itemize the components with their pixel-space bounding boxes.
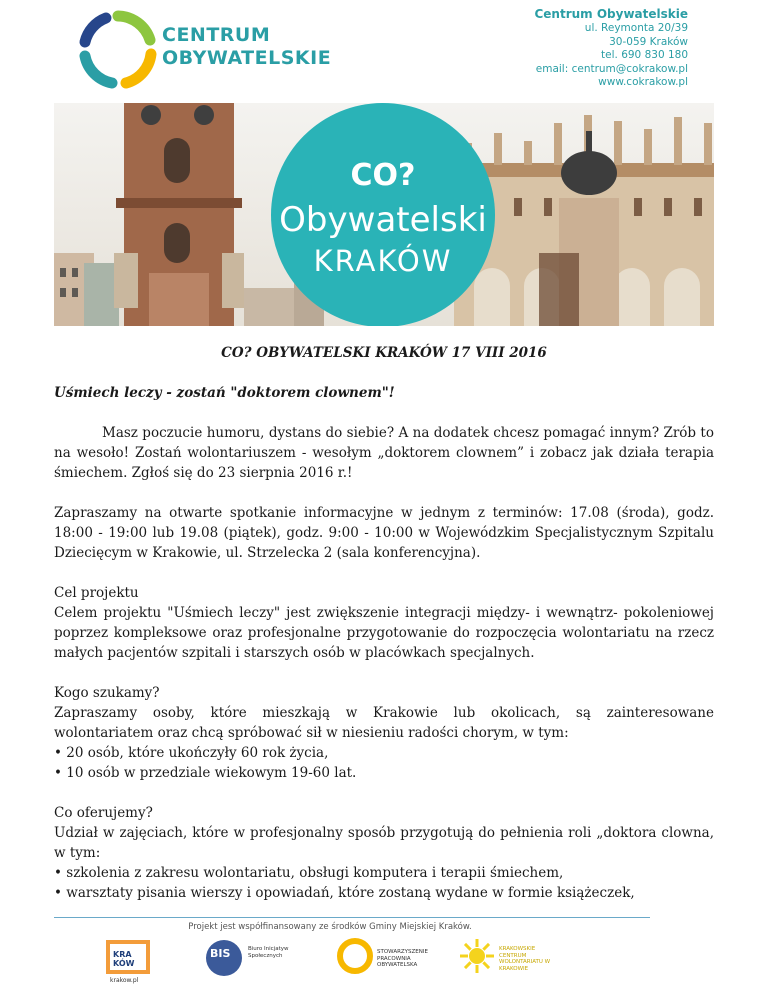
document-subtitle: Uśmiech leczy - zostań "doktorem clownem"! bbox=[54, 385, 395, 401]
seek-text: Zapraszamy osoby, które mieszkają w Krakowie lub okolicach, są zainteresowane wolontariatem oraz chcą spróbować sił w niesieniu radości chorym, w tym: bbox=[54, 705, 714, 741]
krakow-logo-text: KRA KÓW bbox=[113, 950, 135, 968]
offer-text: Udział w zajęciach, które w profesjonalny sposób przygotują do pełnienia roli „doktora clowna, w tym: bbox=[54, 825, 714, 861]
list-item: • warsztaty pisania wierszy i opowiadań, które zostaną wydane w formie książeczek, bbox=[54, 883, 714, 903]
list-item: • 20 osób, które ukończyły 60 rok życia, bbox=[54, 743, 714, 763]
contact-block bbox=[534, 7, 688, 90]
krakow-cityscape-illustration bbox=[54, 103, 714, 326]
pracownia-logo-icon bbox=[337, 938, 373, 974]
contact-city: 30-059 Kraków bbox=[609, 35, 688, 48]
contact-website[interactable]: www.cokrakow.pl bbox=[598, 76, 688, 88]
bis-logo bbox=[204, 938, 314, 988]
banner-line-1: CO? bbox=[350, 158, 416, 193]
logo-wordmark bbox=[162, 24, 331, 70]
pracownia-logo-text: STOWARZYSZENIE PRACOWNIA OBYWATELSKA bbox=[377, 949, 428, 968]
contact-phone: tel. 690 830 180 bbox=[601, 49, 688, 61]
list-item: • szkolenia z zakresu wolontariatu, obsługi komputera i terapii śmiechem, bbox=[54, 863, 714, 883]
banner-line-3: KRAKÓW bbox=[313, 244, 453, 278]
document-title: CO? OBYWATELSKI KRAKÓW 17 VIII 2016 bbox=[221, 345, 547, 361]
logo-line-2: OBYWATELSKIE bbox=[162, 47, 332, 69]
wolontariat-logo-text: KRAKOWSKIE CENTRUM WOLONTARIATU W KRAKOWIE bbox=[499, 946, 551, 972]
krakow-logo bbox=[106, 938, 150, 988]
centrum-obywatelskie-logo bbox=[78, 10, 158, 90]
wolontariat-logo bbox=[459, 938, 579, 988]
pracownia-obywatelska-logo bbox=[337, 938, 447, 988]
funding-note: Projekt jest współfinansowany ze środków Gminy Miejskiej Kraków. bbox=[188, 922, 472, 932]
bis-logo-text: Biuro Inicjatyw Społecznych bbox=[248, 946, 289, 959]
invitation-paragraph: Zapraszamy na otwarte spotkanie informacyjne w jednym z terminów: 17.08 (środa), godz. 18:00 - 19:00 lub 19.08 (piątek), godz. 9:00 - 10:00 w Wojewódzkim Specjalistycznym Szpitalu Dziecięcym w Krakowie, ul. Strzelecka 2 (sala konferencyjna). bbox=[54, 505, 714, 561]
seek-heading: Kogo szukamy? bbox=[54, 685, 160, 701]
seek-section bbox=[54, 683, 714, 783]
seek-list bbox=[54, 743, 714, 783]
hero-banner bbox=[54, 103, 714, 326]
page-header bbox=[0, 0, 768, 100]
sun-icon bbox=[459, 938, 495, 974]
document-body bbox=[54, 343, 714, 923]
contact-email[interactable]: email: centrum@cokrakow.pl bbox=[535, 62, 688, 75]
offer-list bbox=[54, 863, 714, 903]
list-item: • 10 osób w przedziale wiekowym 19-60 lat. bbox=[54, 763, 714, 783]
goal-section bbox=[54, 583, 714, 663]
contact-street: ul. Reymonta 20/39 bbox=[584, 22, 688, 34]
contact-org: Centrum Obywatelskie bbox=[534, 7, 688, 21]
partner-logos bbox=[54, 938, 714, 988]
goal-text: Celem projektu "Uśmiech leczy" jest zwiększenie integracji między- i wewnątrz- pokoleniowej poprzez kompleksowe oraz profesjonalne przygotowanie do rozpoczęcia wolontariatu na rzecz małych pacjentów szpitali i starszych osób w placówkach specjalnych. bbox=[54, 605, 714, 661]
logo-line-1: CENTRUM bbox=[162, 24, 271, 46]
offer-heading: Co oferujemy? bbox=[54, 805, 153, 821]
goal-heading: Cel projektu bbox=[54, 585, 139, 601]
intro-paragraph: Masz poczucie humoru, dystans do siebie? A na dodatek chcesz pomagać innym? Zrób to na wesoło! Zostań wolontariuszem - wesołym „doktorem clownem” i zobacz jak działa terapia śmiechem. Zgłoś się do 23 sierpnia 2016 r.! bbox=[54, 425, 714, 481]
footer-divider bbox=[54, 917, 650, 918]
banner-line-2: Obywatelski bbox=[279, 200, 487, 240]
krakow-logo-sub: krakow.pl bbox=[110, 977, 139, 984]
offer-section bbox=[54, 803, 714, 903]
bis-logo-abbr: BIS bbox=[210, 947, 231, 960]
